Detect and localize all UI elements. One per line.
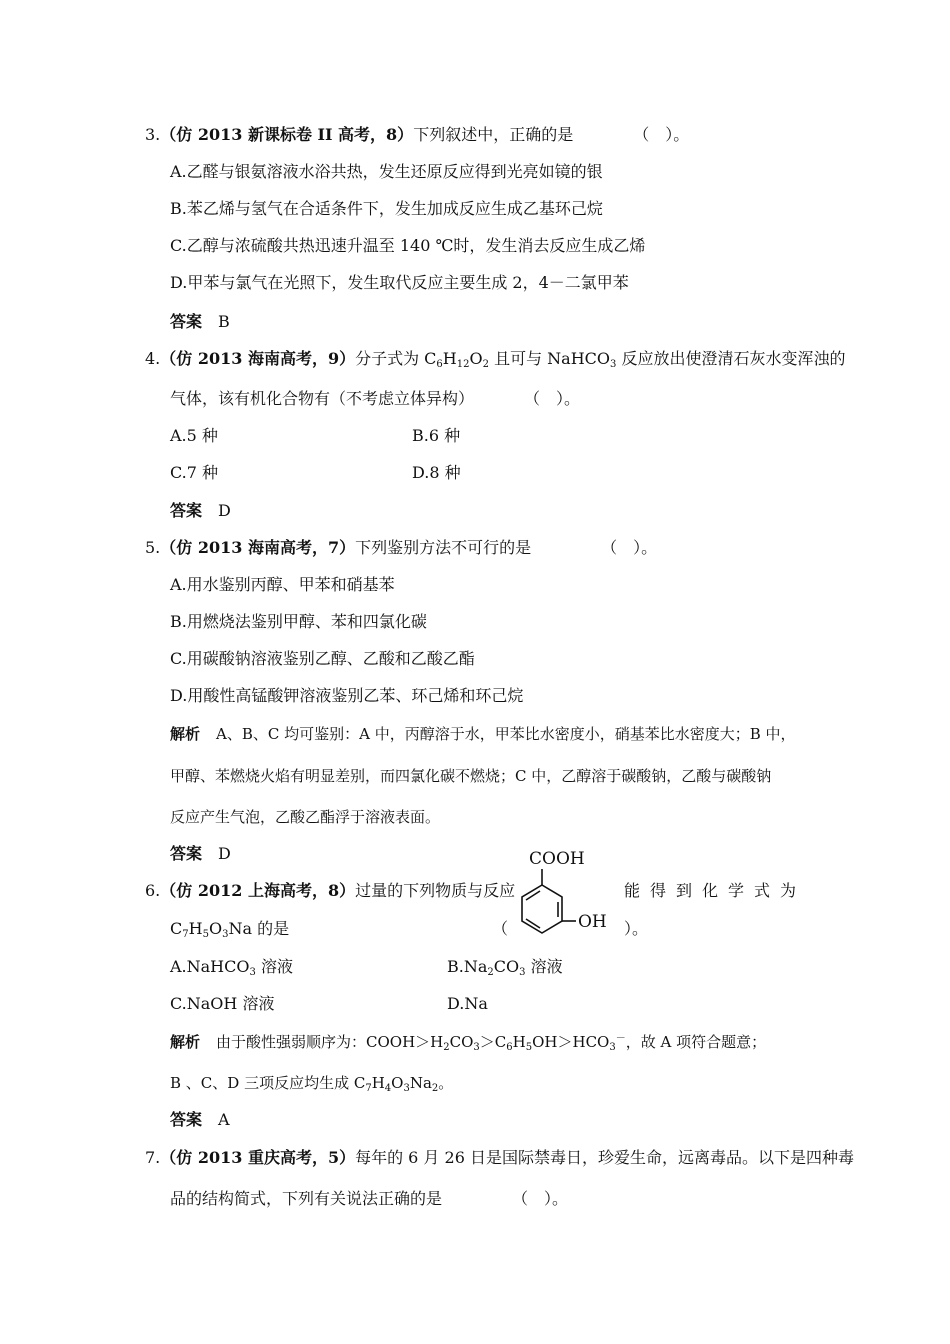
q3-stem: 3.（仿 2013 新课标卷 II 高考，8）下列叙述中，正确的是 （ ）。 (145, 125, 690, 144)
q4-option-b: B.6 种 (412, 426, 461, 445)
q6-option-b: $B.Na_2CO_3$ 溶液 (447, 957, 563, 978)
q3-answer: 答案 B (170, 312, 230, 331)
q6-answer: 答案 A (170, 1110, 230, 1129)
q5-option-a: A.用水鉴别丙醇、甲苯和硝基苯 (170, 575, 395, 594)
answer-paren: （ ） (512, 1189, 553, 1208)
answer-paren: （ ） (524, 389, 565, 408)
q5-analysis-line3: 反应产生气泡，乙酸乙酯浮于溶液表面。 (170, 808, 441, 826)
q4-option-d: D.8 种 (412, 463, 461, 482)
q5-option-c: C.用碳酸钠溶液鉴别乙醇、乙酸和乙酸乙酯 (170, 649, 475, 668)
q7-stem-line2: 品的结构简式，下列有关说法正确的是 （ ）。 (170, 1189, 569, 1208)
q4-stem: 4.（仿 2013 海南高考，9）分子式为 $C_6H_{12}O_2$ 且可与 NaHCO$_3$ 反应放出使澄清石灰水变浑浊的 (145, 349, 846, 370)
q6-option-d: D.Na (447, 994, 488, 1013)
q3-option-c: C.乙醇与浓硫酸共热迅速升温至 140 ℃时，发生消去反应生成乙烯 (170, 236, 646, 255)
q7-stem: 7.（仿 2013 重庆高考，5）每年的 6 月 26 日是国际禁毒日，珍爱生命，远离毒品。以下是四种毒 (145, 1148, 854, 1167)
cooh-label: COOH (529, 849, 585, 869)
q4-answer: 答案 D (170, 501, 231, 520)
q5-stem: 5.（仿 2013 海南高考，7）下列鉴别方法不可行的是 （ ）。 (145, 538, 658, 557)
q6-analysis-line1: 解析 由于酸性强弱顺序为：$COOH>H_2CO_3>C_6H_5OH>HCO_3^-$，故 A 项符合题意； (170, 1033, 767, 1053)
q5-option-b: B.用燃烧法鉴别甲醇、苯和四氯化碳 (170, 612, 427, 631)
q6-option-a: A.NaHCO$_3$ 溶液 (170, 957, 293, 978)
q3-option-b: B.苯乙烯与氢气在合适条件下，发生加成反应生成乙基环己烷 (170, 199, 603, 218)
q4-option-a: A.5 种 (170, 426, 218, 445)
answer-paren-right: ）。 (624, 919, 649, 938)
q5-answer: 答案 D (170, 844, 231, 863)
answer-paren-left: （ (492, 919, 509, 938)
q6-stem-line2: $C_7H_5O_3Na$ 的是 (170, 919, 290, 940)
q5-analysis-line1: 解析 A、B、C 均可鉴别：A 中，丙醇溶于水，甲苯比水密度小，硝基苯比水密度大；B 中， (170, 725, 796, 743)
q4-stem-line2: 气体，该有机化合物有（不考虑立体异构） （ ）。 (170, 389, 581, 408)
q4-option-c: C.7 种 (170, 463, 219, 482)
answer-paren: （ ） (601, 538, 642, 557)
answer-paren: （ ） (633, 125, 674, 144)
q6-option-c: C.NaOH 溶液 (170, 994, 275, 1013)
q5-analysis-line2: 甲醇、苯燃烧火焰有明显差别，而四氯化碳不燃烧；C 中，乙醇溶于碳酸钠，乙酸与碳酸钠 (170, 767, 772, 785)
q6-analysis-line2: B 、C、D 三项反应均生成 $C_7H_4O_3Na_2$。 (170, 1074, 454, 1094)
q5-option-d: D.用酸性高锰酸钾溶液鉴别乙苯、环己烯和环己烷 (170, 686, 524, 705)
q6-stem-tail: 能得到化学式为 (624, 881, 807, 900)
q6-stem: 6.（仿 2012 上海高考，8）过量的下列物质与反应 (145, 881, 516, 900)
q3-option-d: D.甲苯与氯气在光照下，发生取代反应主要生成 2，4－二氯甲苯 (170, 273, 629, 292)
q3-option-a: A.乙醛与银氨溶液水浴共热，发生还原反应得到光亮如镜的银 (170, 162, 603, 181)
oh-label: OH (578, 912, 607, 932)
